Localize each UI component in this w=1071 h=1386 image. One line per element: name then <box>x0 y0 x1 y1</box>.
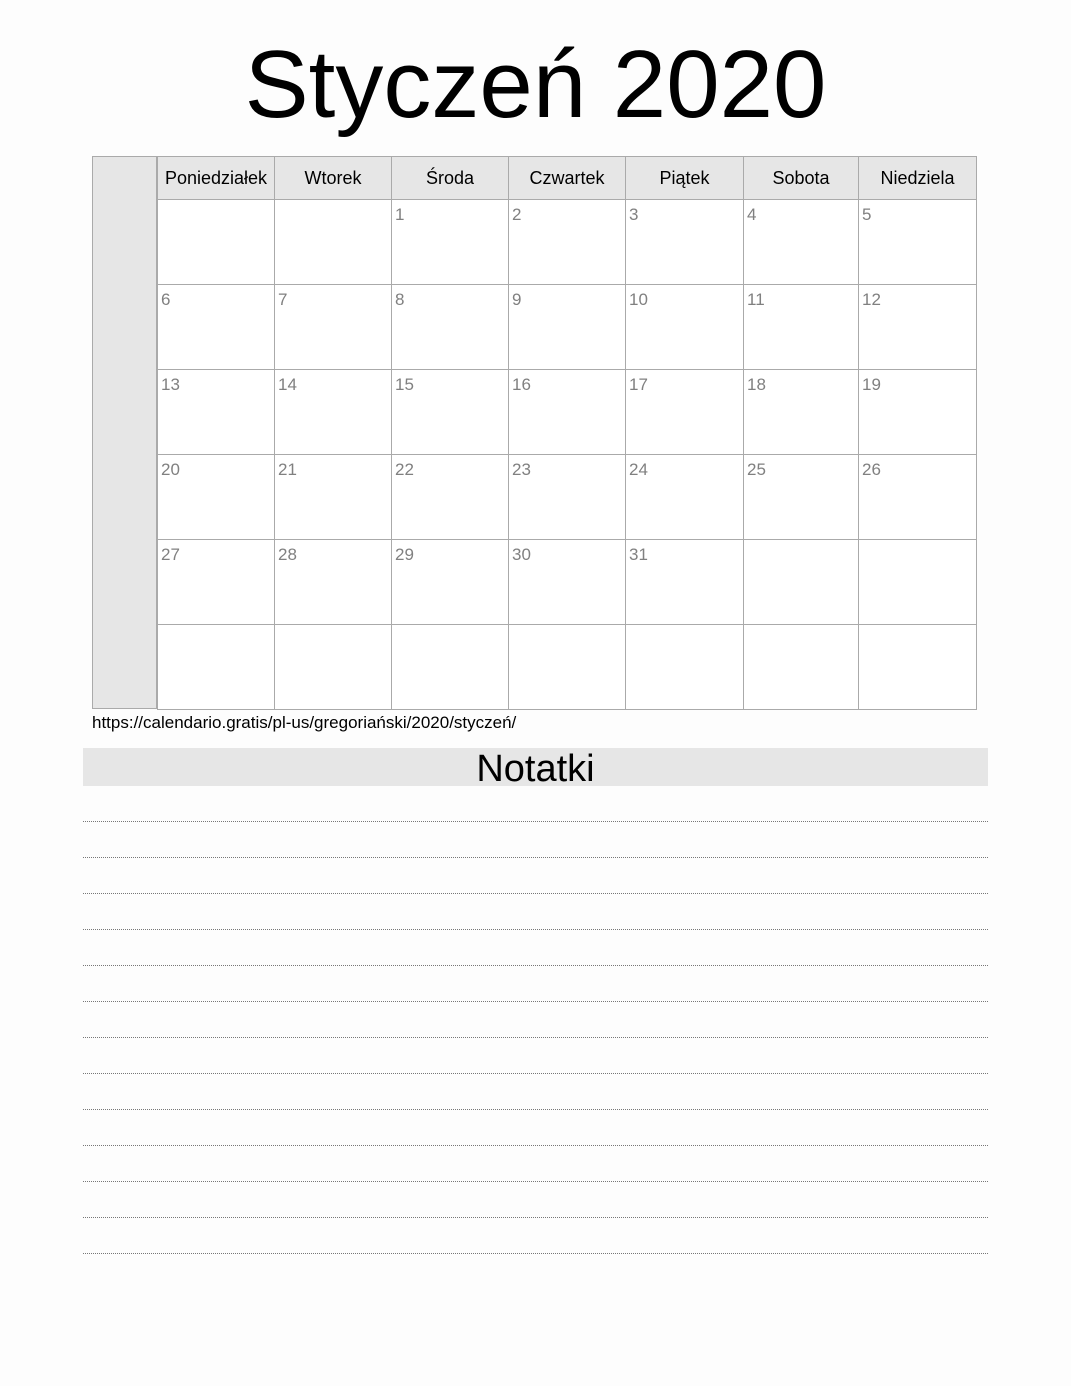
note-line <box>83 894 988 930</box>
day-number: 5 <box>862 205 872 224</box>
note-line <box>83 786 988 822</box>
week-row <box>158 540 977 625</box>
day-cell <box>392 540 509 625</box>
day-cell <box>158 540 275 625</box>
day-cell <box>859 625 977 710</box>
day-number: 29 <box>395 545 414 564</box>
day-number: 8 <box>395 290 405 309</box>
day-cell <box>859 370 977 455</box>
day-number: 27 <box>161 545 180 564</box>
day-cell <box>626 625 744 710</box>
day-number <box>275 200 391 205</box>
day-cell <box>392 625 509 710</box>
source-url: https://calendario.gratis/pl-us/gregoriański/2020/styczeń/ <box>92 713 517 732</box>
day-cell <box>744 540 859 625</box>
day-number: 25 <box>747 460 766 479</box>
day-number: 3 <box>629 205 639 224</box>
weekday-header: Środa <box>392 157 509 200</box>
day-cell <box>859 200 977 285</box>
day-cell <box>158 285 275 370</box>
day-cell <box>275 540 392 625</box>
day-cell <box>392 285 509 370</box>
day-number <box>275 625 391 630</box>
day-number <box>744 540 858 545</box>
day-cell <box>859 540 977 625</box>
day-number: 6 <box>161 290 171 309</box>
day-cell <box>158 200 275 285</box>
day-number: 21 <box>278 460 297 479</box>
day-number: 2 <box>512 205 522 224</box>
day-number <box>626 625 743 630</box>
day-number: 4 <box>747 205 757 224</box>
week-row <box>158 200 977 285</box>
weekday-header: Poniedziałek <box>158 157 275 200</box>
day-number <box>744 625 858 630</box>
weekday-header: Wtorek <box>275 157 392 200</box>
note-line <box>83 966 988 1002</box>
day-cell <box>744 370 859 455</box>
note-line <box>83 1074 988 1110</box>
day-cell <box>509 455 626 540</box>
day-cell <box>744 200 859 285</box>
weekday-header: Piątek <box>626 157 744 200</box>
day-cell <box>509 540 626 625</box>
day-number: 10 <box>629 290 648 309</box>
day-cell <box>509 370 626 455</box>
day-number: 13 <box>161 375 180 394</box>
day-number: 20 <box>161 460 180 479</box>
note-line <box>83 1218 988 1254</box>
note-line <box>83 1038 988 1074</box>
note-line <box>83 1146 988 1182</box>
day-number: 31 <box>629 545 648 564</box>
day-number: 17 <box>629 375 648 394</box>
day-number: 12 <box>862 290 881 309</box>
note-line <box>83 822 988 858</box>
week-row <box>158 625 977 710</box>
day-number <box>158 625 274 630</box>
day-cell <box>626 540 744 625</box>
day-number <box>158 200 274 205</box>
week-row <box>158 455 977 540</box>
day-number: 18 <box>747 375 766 394</box>
day-cell <box>275 285 392 370</box>
day-number: 23 <box>512 460 531 479</box>
weekday-header-row <box>158 157 977 200</box>
day-cell <box>392 200 509 285</box>
day-number <box>859 540 976 545</box>
note-line <box>83 1110 988 1146</box>
day-number: 19 <box>862 375 881 394</box>
day-number: 16 <box>512 375 531 394</box>
day-number: 14 <box>278 375 297 394</box>
weekday-header: Sobota <box>744 157 859 200</box>
day-number: 24 <box>629 460 648 479</box>
day-number: 7 <box>278 290 288 309</box>
day-cell <box>158 455 275 540</box>
day-cell <box>509 625 626 710</box>
day-number: 28 <box>278 545 297 564</box>
day-number <box>392 625 508 630</box>
calendar-grid <box>157 156 977 710</box>
note-line <box>83 858 988 894</box>
day-number: 9 <box>512 290 522 309</box>
day-cell <box>509 200 626 285</box>
day-cell <box>275 370 392 455</box>
notes-lines <box>83 786 988 1254</box>
week-number-column <box>92 156 157 709</box>
day-cell <box>158 370 275 455</box>
day-cell <box>392 455 509 540</box>
day-cell <box>859 285 977 370</box>
day-number: 26 <box>862 460 881 479</box>
notes-heading: Notatki <box>83 748 988 786</box>
day-number <box>509 625 625 630</box>
day-number: 11 <box>747 290 765 309</box>
day-cell <box>626 455 744 540</box>
note-line <box>83 930 988 966</box>
day-cell <box>275 200 392 285</box>
week-row <box>158 285 977 370</box>
note-line <box>83 1182 988 1218</box>
day-cell <box>744 285 859 370</box>
day-cell <box>744 625 859 710</box>
day-number: 15 <box>395 375 414 394</box>
weekday-header: Czwartek <box>509 157 626 200</box>
day-cell <box>626 200 744 285</box>
day-cell <box>626 285 744 370</box>
day-cell <box>392 370 509 455</box>
day-number: 22 <box>395 460 414 479</box>
day-cell <box>859 455 977 540</box>
day-number: 30 <box>512 545 531 564</box>
day-cell <box>744 455 859 540</box>
day-cell <box>626 370 744 455</box>
day-number: 1 <box>395 205 405 224</box>
page-title: Styczeń 2020 <box>244 31 827 138</box>
day-cell <box>509 285 626 370</box>
day-cell <box>275 625 392 710</box>
day-cell <box>158 625 275 710</box>
day-number <box>859 625 976 630</box>
day-cell <box>275 455 392 540</box>
week-row <box>158 370 977 455</box>
note-line <box>83 1002 988 1038</box>
weekday-header: Niedziela <box>859 157 977 200</box>
